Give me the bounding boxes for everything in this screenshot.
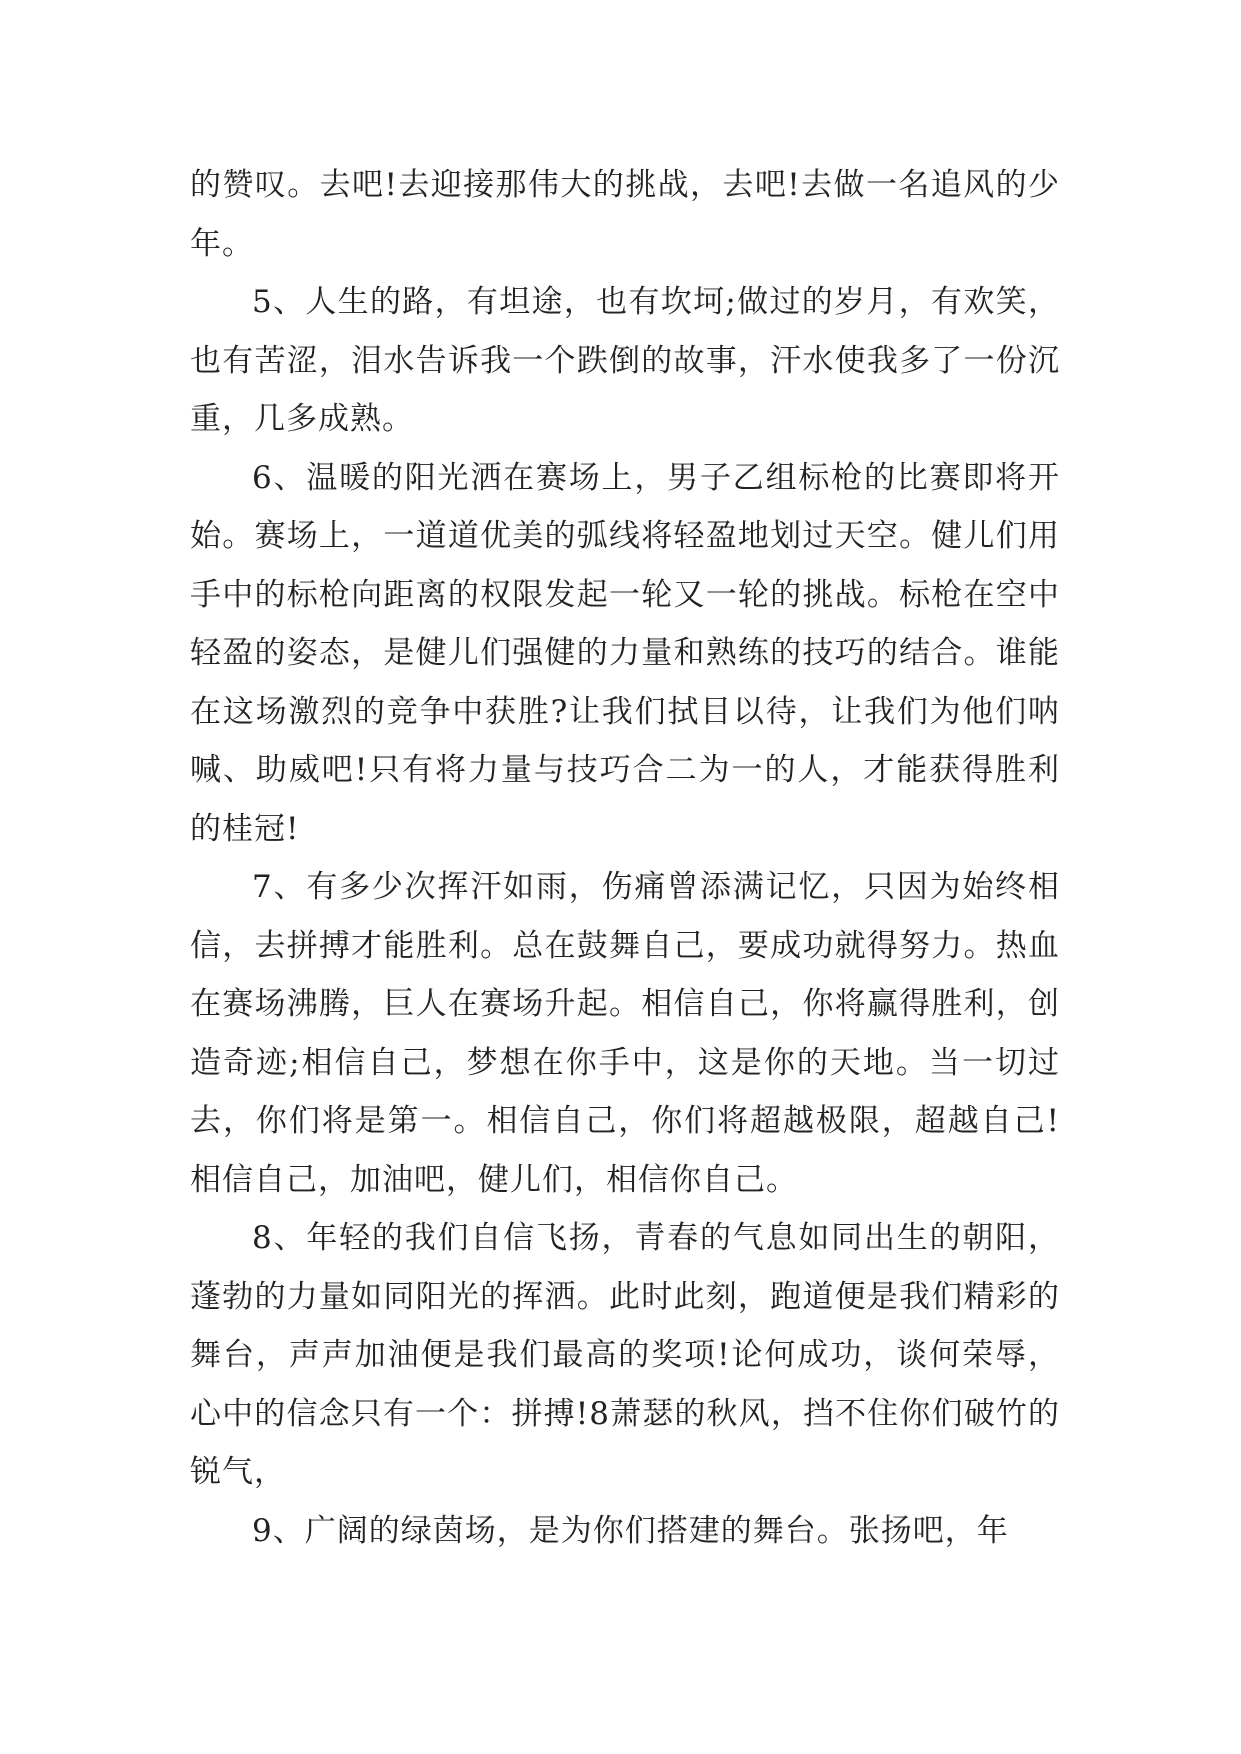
paragraph-5: 5、人生的路，有坦途，也有坎坷;做过的岁月，有欢笑，也有苦涩，泪水告诉我一个跌倒的故事，汗水使我多了一份沉重，几多成熟。	[190, 284, 1060, 437]
body-text	[190, 156, 1060, 1560]
paragraph-6: 6、温暖的阳光洒在赛场上，男子乙组标枪的比赛即将开始。赛场上，一道道优美的弧线将轻盈地划过天空。健儿们用手中的标枪向距离的权限发起一轮又一轮的挑战。标枪在空中轻盈的姿态，是健儿们强健的力量和熟练的技巧的结合。谁能在这场激烈的竞争中获胜?让我们拭目以待，让我们为他们呐喊、助威吧!只有将力量与技巧合二为一的人，才能获得胜利的桂冠!	[190, 459, 1060, 847]
paragraph-continuation: 的赞叹。去吧!去迎接那伟大的挑战，去吧!去做一名追风的少年。	[190, 167, 1060, 262]
paragraph-7: 7、有多少次挥汗如雨，伤痛曾添满记忆，只因为始终相信，去拼搏才能胜利。总在鼓舞自己，要成功就得努力。热血在赛场沸腾，巨人在赛场升起。相信自己，你将赢得胜利，创造奇迹;相信自己，梦想在你手中，这是你的天地。当一切过去，你们将是第一。相信自己，你们将超越极限，超越自己!相信自己，加油吧，健儿们，相信你自己。	[190, 869, 1060, 1198]
paragraph-9: 9、广阔的绿茵场，是为你们搭建的舞台。张扬吧，年	[252, 1512, 1009, 1549]
paragraph-8: 8、年轻的我们自信飞扬，青春的气息如同出生的朝阳，蓬勃的力量如同阳光的挥洒。此时此刻，跑道便是我们精彩的舞台，声声加油便是我们最高的奖项!论何成功，谈何荣辱，心中的信念只有一个：拼搏!8萧瑟的秋风，挡不住你们破竹的锐气，	[190, 1220, 1060, 1490]
